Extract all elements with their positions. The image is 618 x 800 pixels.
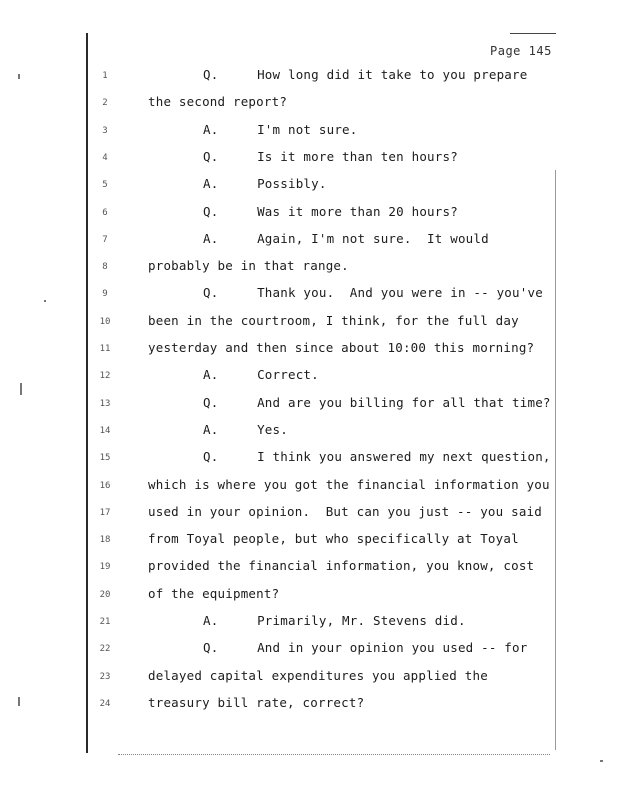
line-number: 2 [102, 98, 108, 109]
line-text: delayed capital expenditures you applied the [148, 667, 488, 683]
line-number: 21 [99, 617, 111, 627]
line-number: 12 [99, 371, 111, 382]
line-number: 4 [102, 152, 108, 163]
line-number: 6 [102, 207, 108, 218]
footer-rule [118, 754, 550, 755]
line-text: A. Correct. [203, 367, 319, 383]
line-text: A. Yes. [203, 421, 288, 437]
line-number: 16 [99, 480, 111, 491]
line-text: Q. How long did it take to you prepare [203, 67, 528, 82]
line-text: A. I'm not sure. [203, 121, 358, 137]
line-number: 19 [99, 562, 111, 573]
line-text: Q. And in your opinion you used -- for [203, 640, 528, 656]
transcript-line [0, 476, 618, 496]
line-text: yesterday and then since about 10:00 this morning? [148, 340, 535, 355]
scan-speck [44, 300, 46, 302]
line-text: used in your opinion. But can you just -- you said [148, 503, 543, 519]
line-number: 14 [99, 425, 111, 436]
line-number: 23 [99, 671, 111, 682]
transcript-line [0, 257, 618, 277]
line-number: 13 [99, 398, 111, 409]
line-number: 22 [99, 644, 111, 655]
line-text: the second report? [148, 94, 288, 110]
transcript-line [0, 175, 618, 195]
line-text: of the equipment? [148, 585, 280, 601]
line-text: provided the financial information, you know, cost [148, 558, 535, 574]
line-number: 24 [99, 698, 111, 709]
scan-speck [18, 74, 20, 79]
page-number: Page 145 [490, 44, 552, 58]
line-number: 20 [99, 589, 111, 600]
transcript-line [0, 203, 618, 223]
transcript-line [0, 121, 618, 141]
transcript-line [0, 530, 618, 550]
transcript-line [0, 230, 618, 250]
line-text: Q. Thank you. And you were in -- you've [203, 285, 543, 301]
transcript-line [0, 394, 618, 414]
transcript-line [0, 503, 618, 523]
scan-speck [20, 383, 22, 395]
scan-speck [18, 697, 20, 706]
transcript-line [0, 639, 618, 659]
transcript-line [0, 93, 618, 113]
line-number: 18 [99, 535, 111, 546]
line-number: 3 [102, 125, 108, 136]
line-text: A. Again, I'm not sure. It would [203, 230, 489, 246]
line-text: Q. And are you billing for all that time? [203, 394, 551, 410]
transcript-line [0, 667, 618, 687]
transcript-line [0, 612, 618, 632]
transcript-line [0, 557, 618, 577]
scan-speck [600, 760, 603, 762]
transcript-line [0, 448, 618, 468]
line-text: probably be in that range. [148, 258, 349, 274]
line-text: been in the courtroom, I think, for the full day [148, 312, 519, 328]
line-number: 8 [102, 262, 108, 273]
line-text: Q. Was it more than 20 hours? [203, 203, 458, 219]
line-text: Q. I think you answered my next question, [203, 449, 551, 465]
transcript-line [0, 421, 618, 441]
transcript-line [0, 66, 618, 86]
line-text: A. Possibly. [203, 176, 327, 192]
line-number: 17 [99, 507, 111, 518]
top-rule [510, 33, 556, 34]
transcript-line [0, 284, 618, 304]
line-text: Q. Is it more than ten hours? [203, 148, 458, 164]
line-text: treasury bill rate, correct? [148, 694, 365, 710]
line-text: from Toyal people, but who specifically at Toyal [148, 531, 519, 547]
transcript-line [0, 694, 618, 714]
transcript-line [0, 366, 618, 386]
line-text: A. Primarily, Mr. Stevens did. [203, 613, 466, 628]
line-number: 10 [99, 316, 111, 327]
line-number: 5 [102, 180, 108, 191]
line-number: 7 [102, 234, 108, 245]
transcript-line [0, 585, 618, 605]
line-text: which is where you got the financial information you [148, 476, 550, 492]
line-number: 11 [99, 344, 111, 354]
transcript-line [0, 312, 618, 332]
line-number: 1 [102, 71, 108, 81]
line-number: 15 [99, 453, 111, 464]
transcript-line [0, 148, 618, 168]
transcript-line [0, 339, 618, 359]
line-number: 9 [102, 289, 108, 300]
